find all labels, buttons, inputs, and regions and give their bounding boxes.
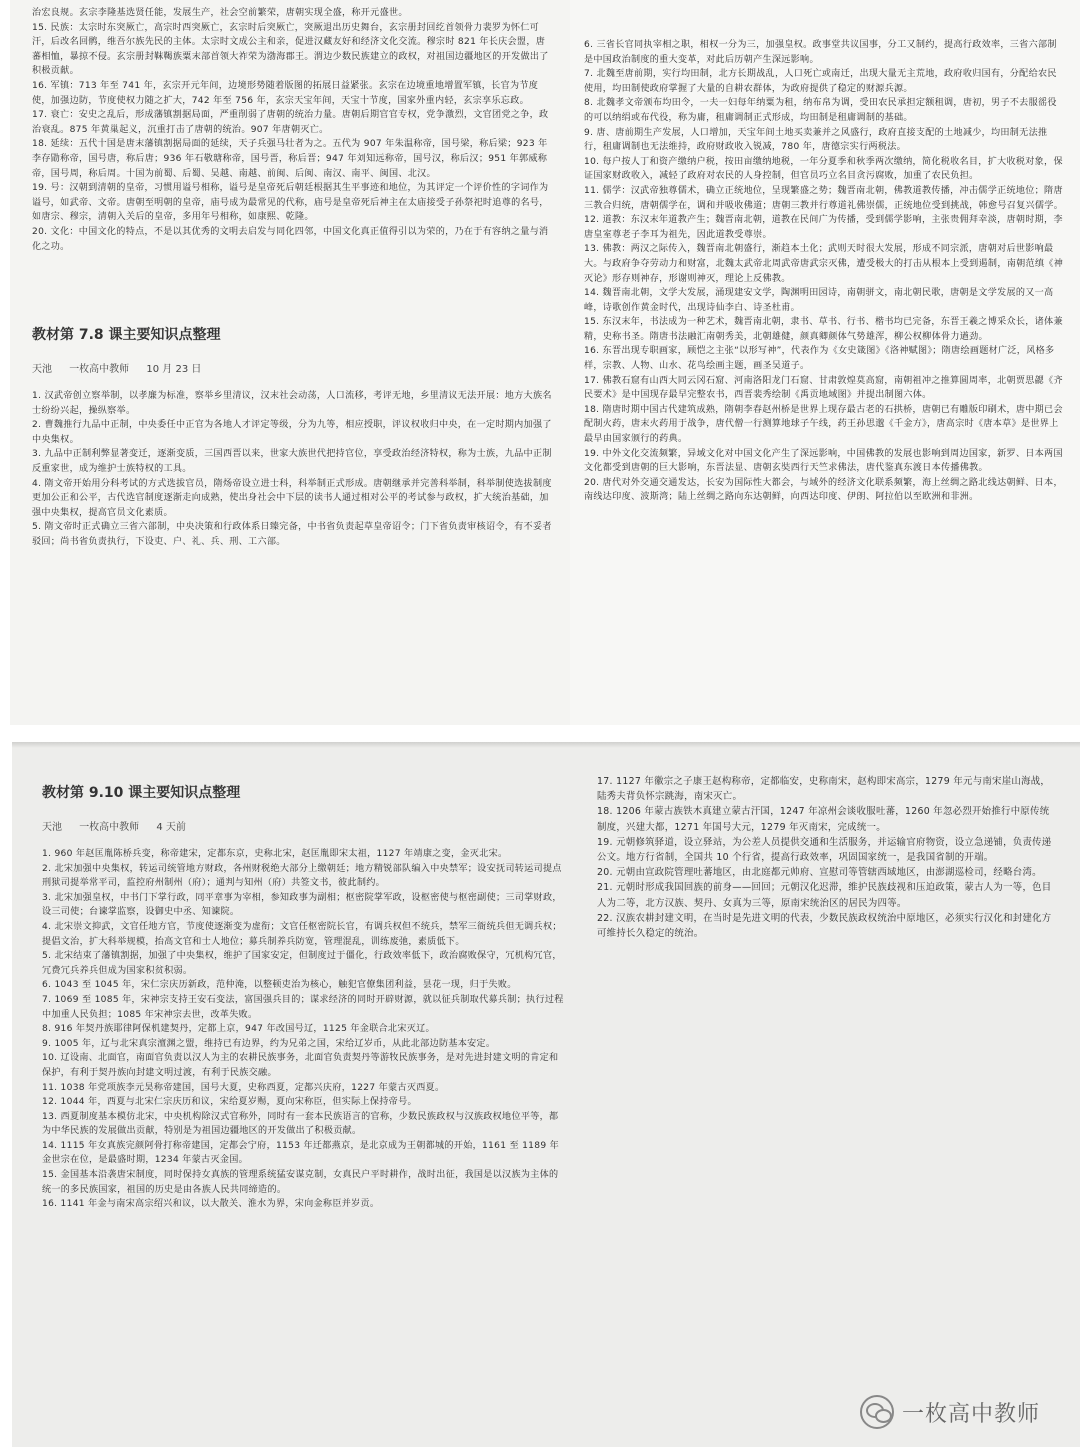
watermark-text: 一枚高中教师 bbox=[901, 1401, 1040, 1427]
list-item: 4. 隋文帝开始用分科考试的方式选拔官员，隋炀帝设立进士科，科举制正式形成。唐朝继承并完善科举制，科举制使选拔制度更加公正和公平，古代选官制度逐渐走向成熟，使出身社会中下层的读书人通过相对公平的考试参与政权，扩大统治基础，加强中央集权，提高官员文化素质。 bbox=[32, 478, 552, 518]
list-item: 7. 1069 至 1085 年，宋神宗支持王安石变法，富国强兵目的；谋求经济的同时开辟财源，就以征兵制取代募兵制；执行过程中加重人民负担；1085 年宋神宗去世，改革失败。 bbox=[42, 994, 564, 1020]
list-item: 2. 北宋加强中央集权，转运司统管地方财政，各州财税绝大部分上缴朝廷；地方精锐部队编入中央禁军；设安抚司转运司提点刑狱司提举常平司，监控府州制州（府）；通判与知州（府）共签文书，彼此制约。 bbox=[42, 863, 562, 889]
list-item: 22. 汉族农耕封建文明，在当时是先进文明的代表，少数民族政权统治中原地区，必须实行汉化和封建化方可维持长久稳定的统治。 bbox=[597, 912, 1052, 940]
list-item: 5. 北宋结束了藩镇割据，加强了中央集权，维护了国家安定，但制度过于僵化，行政效率低下，政治腐败保守，冗机构冗官，冗费冗兵养兵但成为国家积贫积弱。 bbox=[42, 951, 562, 976]
list-item: 2. 曹魏推行九品中正制，中央委任中正官为各地人才评定等级，分为九等，相应授职，评议权收归中央，在一定时期内加强了中央集权。 bbox=[32, 420, 552, 445]
byline-role: 一枚高中教师 bbox=[79, 822, 140, 833]
list-item: 8. 916 年契丹族耶律阿保机建契丹，定都上京，947 年改国号辽，1125 年金联合北宋灭辽。 bbox=[42, 1024, 435, 1035]
list-item: 6. 三省长官同执宰相之职，相权一分为三，加强皇权。政事堂共议国事，分工又制约，提高行政效率，三省六部制是中国政治制度的重大变革，对此后历朝产生深远影响。 bbox=[584, 40, 1057, 65]
section-title-7-8: 教材第 7.8 课主要知识点整理 bbox=[32, 327, 221, 344]
list-item: 6. 1043 至 1045 年，宋仁宗庆历新政，范仲淹，以整顿吏治为核心，触犯官僚集团利益，昙花一现，归于失败。 bbox=[42, 980, 517, 991]
list-item: 14. 魏晋南北朝，文学大发展，涌现建安文学，陶渊明田园诗，南朝骈文，南北朝民歌，唐朝是文学发展的又一高峰，诗歌创作黄金时代，出现诗仙李白、诗圣杜甫。 bbox=[584, 288, 1054, 313]
list-item: 10. 辽设南、北面官，南面官负责以汉人为主的农耕民族事务，北面官负责契丹等游牧民族事务，是对先进封建文明的肯定和保护，有利于契丹族向封建文明过渡，有利于民族交融。 bbox=[42, 1053, 559, 1078]
list-item: 12. 道教：东汉末年道教产生；魏晋南北朝，道教在民间广为传播，受到儒学影响，主张贵佣拜幸淡，唐朝时期，李唐皇室尊老子李耳为祖先，因此道教受尊崇。 bbox=[584, 215, 1063, 240]
list-item: 19. 号：汉朝到清朝的皇帝，习惯用谥号相称，谥号是皇帝死后朝廷根据其生平事迹和地位，为其评定一个评价性的字词作为谥号，如武帝、文帝。唐朝至明朝的皇帝，庙号成为最常见的代称，庙号是皇帝死后神主在太庙接受子孙祭祀时追尊的名号，如唐宗、穆宗，清朝入关后的皇帝，多用年号相称，如康熙、乾隆。 bbox=[32, 183, 549, 223]
watermark bbox=[860, 1395, 1040, 1429]
list-item: 12. 1044 年，西夏与北宋仁宗庆历和议，宋给夏岁赐，夏向宋称臣，但实际上保持帝号。 bbox=[42, 1097, 417, 1108]
bottom-page bbox=[12, 742, 1080, 1447]
list-item: 20. 唐代对外交通交通发达，长安为国际性大都会，与域外的经济文化联系频繁，海上丝绸之路北线达朝鲜、日本，南线达印度、波斯湾；陆上丝绸之路向东达朝鲜，向西达印度、伊朗、阿拉伯以至欧洲和非洲。 bbox=[584, 477, 1063, 503]
list-item: 13. 西夏制度基本模仿北宋，中央机构除汉式官称外，同时有一套本民族语言的官称，少数民族政权与汉族政权地位平等，都为中华民族的发展做出贡献，特别是为祖国边疆地区的开发做出了积极贡献。 bbox=[42, 1111, 559, 1137]
list-item: 9. 唐、唐前期生产发展，人口增加，天宝年间土地买卖兼并之风盛行，政府直接支配的土地减少，均田制无法推行，租庸调制也无法维持，政府财政收入锐减，780 年，唐德宗实行两税法。 bbox=[584, 127, 1048, 153]
byline-9-10 bbox=[42, 818, 567, 833]
list-item: 16. 1141 年金与南宋高宗绍兴和议，以大散关、淮水为界，宋向金称臣并岁贡。 bbox=[42, 1199, 380, 1210]
list-item: 15. 民族：太宗时东突厥亡，高宗时西突厥亡，玄宗时后突厥亡，突厥退出历史舞台，玄宗册封回纥首领骨力裴罗为怀仁可汗，后改名回鹘，维吾尔族先民的主体。太宗时文成公主和亲，促进汉藏友好和经济文化交流。穆宗时 821 年长庆会盟，唐蕃相恤，暴掠不侵。玄宗册封靺鞨族粟末部首领大祚荣为渤海郡王。渭边少数民族建立的政权，对祖国边疆地区的开发做出了积极贡献。 bbox=[32, 22, 549, 77]
bottom-left-column bbox=[12, 742, 577, 1447]
section-title-9-10: 教材第 9.10 课主要知识点整理 bbox=[42, 785, 241, 801]
byline-date: 4 天前 bbox=[156, 822, 186, 833]
byline-date: 10 月 23 日 bbox=[146, 364, 202, 376]
list-item: 治宏良规。玄宗李隆基选贤任能，发展生产，社会空前繁荣，唐朝实现全盛，称开元盛世。 bbox=[32, 8, 408, 18]
list-item: 15. 金国基本沿袭唐宋制度，同时保持女真族的管理系统猛安谋克制，女真民户平时耕作，战时出征，我国是以汉族为主体的统一的多民族国家，祖国的历史是由各族人民共同缔造的。 bbox=[42, 1170, 559, 1195]
top-right-items bbox=[584, 38, 1066, 505]
list-item: 5. 隋文帝时正式确立三省六部制，中央决策和行政体系日臻完备，中书省负责起草皇帝诏令；门下省负责审核诏令，有不妥者驳回；尚书省负责执行，下设吏、户、礼、兵、刑、工六部。 bbox=[32, 522, 552, 548]
list-item: 3. 北宋加强皇权，中书门下掌行政，同平章事为宰相，参知政事为副相；枢密院掌军政，设枢密使与枢密副使；三司掌财政，设三司使；台谏掌监察，设御史中丞、知谏院。 bbox=[42, 892, 562, 918]
bottom-right-column bbox=[587, 742, 1067, 1447]
list-item: 21. 元朝时形成我国回族的前身——回回；元朝汉化迟滞，维护民族歧视和压迫政策，蒙古人为一等，色目人为二等，北方汉族、契丹、女真为三等，原南宋统治区的居民为四等。 bbox=[597, 882, 1052, 909]
list-item: 10. 每户按人丁和资产缴纳户税，按田亩缴纳地税，一年分夏季和秋季两次缴纳，简化税收名目，扩大收税对象，保证国家财政收入，减轻了政府对农民的人身控制，但官员巧立名目贪污腐败，加重了农民负担。 bbox=[584, 156, 1063, 182]
list-item: 18. 1206 年蒙古族铁木真建立蒙古汗国，1247 年凉州会谈收服吐蕃，1260 年忽必烈开始推行中原传统制度，兴建大都，1271 年国号大元，1279 年灭南宋，完成统一。 bbox=[597, 806, 1050, 833]
list-item: 4. 北宋崇文抑武，文官任地方官，节度使逐渐变为虚衔；文官任枢密院长官，有调兵权但不统兵，禁军三衙统兵但无调兵权；提倡文治，扩大科举规模，抬高文官和士人地位；募兵制养兵防宽，管理混乱，训练废弛，素质低下。 bbox=[42, 921, 562, 947]
bottom-left-items bbox=[42, 847, 567, 1212]
byline-author: 天池 bbox=[42, 822, 62, 833]
list-item: 7. 北魏至唐前期，实行均田制，北方长期战乱，人口死亡或南迁，出现大量无主荒地，政府收归国有，分配给农民使用，均田制使政府掌握了大量的自耕农群体，为政府提供了稳定的财源兵源。 bbox=[584, 69, 1057, 94]
list-item: 16. 军镇：713 年至 741 年，玄宗开元年间，边境形势随着版图的拓展日益紧张。玄宗在边境重地增置军镇，长官为节度使，加强边防，节度使权力随之扩大，742 年至 756 年，玄宗天宝年间，天宝十节度，国家外重内轻，玄宗享乐忘政。 bbox=[32, 80, 539, 106]
list-item: 11. 1038 年党项族李元昊称帝建国，国号大夏，史称西夏，定都兴庆府，1227 年蒙古灭西夏。 bbox=[42, 1082, 445, 1093]
list-item: 1. 960 年赵匡胤陈桥兵变，称帝建宋，定都东京，史称北宋，赵匡胤即宋太祖，1127 年靖康之变，金灭北宋。 bbox=[42, 849, 508, 859]
list-item: 13. 佛教：两汉之际传入，魏晋南北朝盛行，渐趋本土化；武则天时很大发展，形成不同宗派，唐朝对后世影响最大。与政府争夺劳动力和财富，北魏太武帝北周武帝唐武宗灭佛，遭受极大的打击从根本上受到遏制，南朝范缜《神灭论》形存则神存，形谢则神灭，理论上反佛教。 bbox=[584, 244, 1064, 284]
list-item: 19. 元朝修筑驿道，设立驿站，为公差人员提供交通和生活服务，并运输官府物资，设立急递铺，负责传递公文。地方行省制，全国共 10 个行省，提高行政效率，巩固国家统一，是我国省制的开端。 bbox=[597, 836, 1052, 864]
list-item: 14. 1115 年女真族完颜阿骨打称帝建国，定都会宁府，1153 年迁都燕京，是北京成为王朝都城的开始，1161 至 1189 年金世宗在位，是最盛时期，1234 年蒙古灭金国。 bbox=[42, 1140, 560, 1166]
list-item: 17. 衰亡：安史之乱后，形成藩镇割据局面，严重削弱了唐朝的统治力量。唐朝后期官官专权，党争激烈，文官团党之争，政治衰乱。875 年黄巢起义，沉重打击了唐朝的统治。907 年唐朝灭亡。 bbox=[32, 110, 549, 135]
list-item: 20. 文化：中国文化的特点，不是以其优秀的文明去启发与同化四邻，中国文化真正值得引以为荣的，乃在于有容纳之量与消化之功。 bbox=[32, 226, 549, 252]
top-right-page bbox=[570, 0, 1080, 725]
list-item: 18. 延续：五代十国是唐末藩镇割据局面的延续，天子兵强马壮者为之。五代为 907 年朱温称帝，国号梁，称后梁；923 年李存勖称帝，国号唐，称后唐；936 年石敬瑭称帝，国号晋，称后晋；947 年刘知远称帝，国号汉，称后汉；951 年郭威称帝，国号周，称后周。十国为前蜀、后蜀、吴越、南越、前闽、后闽、南汉、南平、闽国、北汉。 bbox=[32, 139, 548, 179]
bottom-right-items bbox=[597, 774, 1057, 941]
section-7-8-items bbox=[32, 389, 552, 550]
list-item: 17. 佛教石窟有山西大同云冈石窟、河南洛阳龙门石窟、甘肃敦煌莫高窟，南朝祖冲之推算圆周率，北朝贾思勰《齐民要术》是中国现存最早完整农书，西晋裴秀绘制《禹贡地域图》并提出制图六体。 bbox=[584, 375, 1063, 401]
top-left-page bbox=[10, 0, 570, 725]
list-item: 20. 元朝由宣政院管理吐蕃地区，由北庭都元帅府、宣慰司等管辖西域地区，由澎湖巡检司，经略台湾。 bbox=[597, 867, 1042, 879]
list-item: 15. 东汉末年，书法成为一种艺术，魏晋南北朝，隶书、草书、行书、楷书均已完备，东晋王羲之博采众长，诸体兼精，史称书圣。隋唐书法融汇南朝秀美，北朝雄健，颜真卿颜体气势雄浑，柳公权柳体骨力遒劲。 bbox=[584, 317, 1063, 342]
byline-7-8 bbox=[32, 360, 552, 375]
wechat-icon bbox=[860, 1395, 894, 1429]
list-item: 18. 隋唐时期中国古代建筑成熟，隋朝李春赵州桥是世界上现存最古老的石拱桥，唐朝已有雕版印刷术，唐中期已会配制火药，唐末火药用于战争，唐代僧一行测算地球子午线，药王孙思邈《千金方》，唐高宗时《唐本草》是世界上最早由国家颁行的药典。 bbox=[584, 404, 1063, 445]
top-left-items bbox=[32, 6, 552, 254]
byline-role: 一枚高中教师 bbox=[69, 364, 130, 376]
list-item: 11. 儒学：汉武帝独尊儒术，确立正统地位，呈现繁盛之势；魏晋南北朝，佛教道教传播，冲击儒学正统地位；隋唐三教合归统，唐朝儒学在，调和并吸收佛道；唐朝三教并行尊道礼佛崇儒，正统地位受到挑战，韩愈号召复兴儒学。 bbox=[584, 185, 1064, 211]
list-item: 16. 东晋出现专职画家，顾恺之主张“以形写神”，代表作为《女史箴图》《洛神赋图》；隋唐绘画题材广泛，风格多样，宗教、人物、山水、花鸟绘画主题，画圣吴道子。 bbox=[584, 346, 1055, 372]
list-item: 19. 中外文化交流频繁，异域文化对中国文化产生了深远影响，中国佛教的发展也影响到周边国家，新罗、日本两国文化都受到唐朝的巨大影响，东晋法显、唐朝玄奘西行天竺求佛法，唐代鉴真东渡日本传播佛教。 bbox=[584, 448, 1063, 474]
list-item: 1. 汉武帝创立察举制，以孝廉为标准，察举乡里清议，汉末社会动荡，人口流移，考评无地，乡里清议无法开展：地方大族名士纷纷兴起，操纵察举。 bbox=[32, 391, 552, 416]
list-item: 8. 北魏孝文帝颁布均田令，一夫一妇每年纳粟为租，纳布帛为调，受田农民承担定额租调，唐初，男子不去服徭役的可以纳绢或布代役，称为庸，租庸调制正式形成，均田制是租庸调制的基础。 bbox=[584, 98, 1057, 123]
list-item: 17. 1127 年徽宗之子康王赵构称帝，定都临安，史称南宋，赵构即宋高宗，1279 年元与南宋崖山海战，陆秀夫背负怀宗跳海，南宋灭亡。 bbox=[597, 776, 1051, 803]
byline-author: 天池 bbox=[32, 364, 52, 376]
list-item: 3. 九品中正制利弊显著变迁，逐渐变质，三国西晋以来，世家大族世代把持官位，享受政治经济特权，称为士族，九品中正制反重家世，成为维护士族特权的工具。 bbox=[32, 449, 552, 475]
list-item: 9. 1005 年，辽与北宋真宗澶渊之盟，维持已有边界，约为兄弟之国，宋给辽岁币，从此北部边防基本安定。 bbox=[42, 1038, 496, 1049]
